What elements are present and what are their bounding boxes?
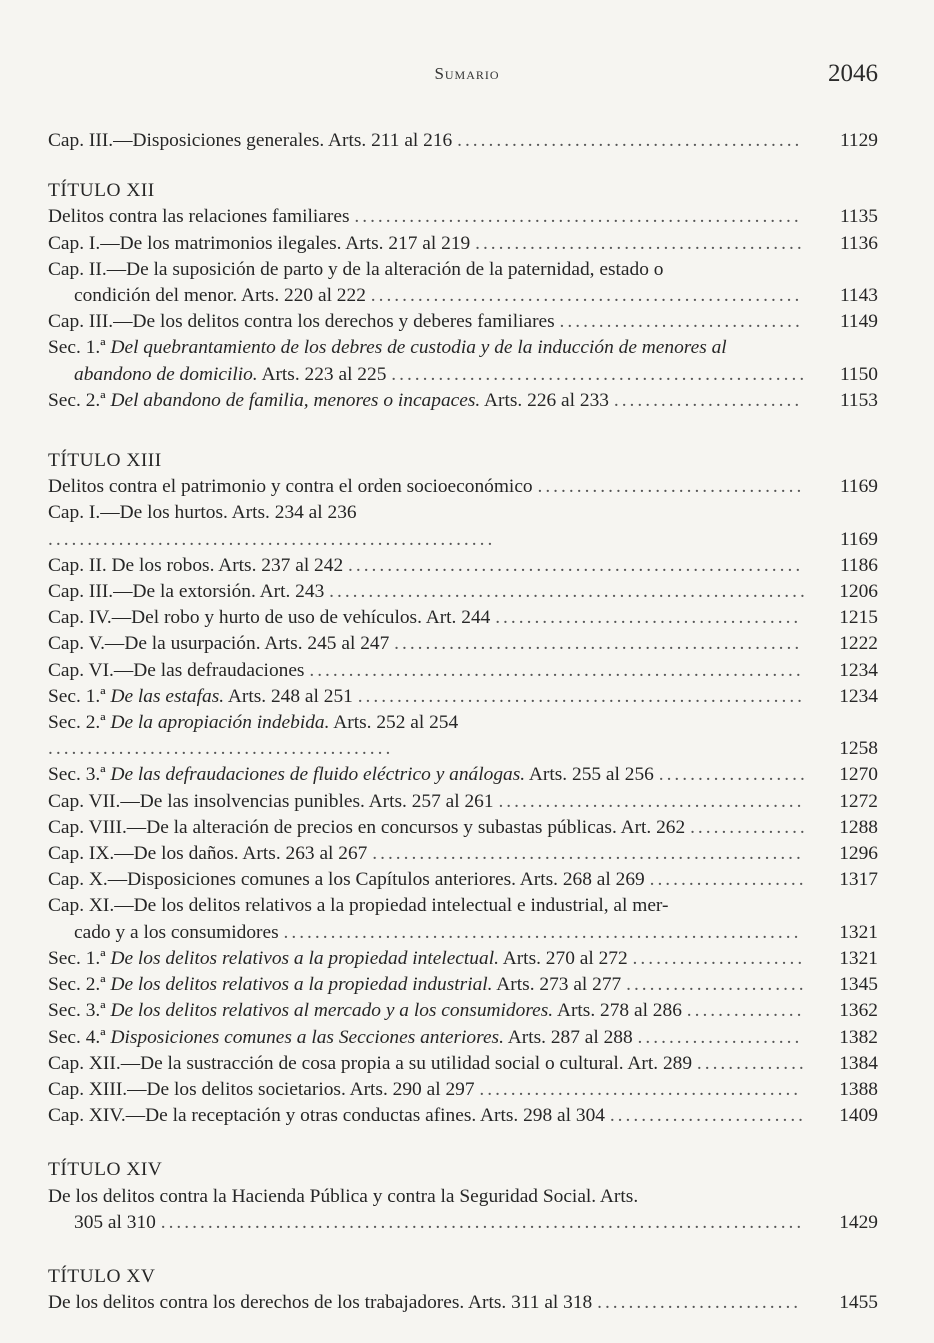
leader-dots: ............... xyxy=(690,816,808,838)
leader-dots: ......................... xyxy=(609,1105,807,1127)
entry-page: 1129 xyxy=(839,130,878,151)
entry-page: 1296 xyxy=(839,843,878,865)
entry-text: Cap. III.—Disposiciones generales. Arts. 211 al 216 xyxy=(48,130,453,151)
section-title: TÍTULO XII xyxy=(48,180,155,202)
leader-dots: ........................ xyxy=(613,389,803,411)
entry-page: 1136 xyxy=(839,232,878,254)
entry-text: Delitos contra las relaciones familiares xyxy=(48,206,350,228)
entry-page: 1321 xyxy=(839,947,878,969)
entry-text: Cap. VIII.—De la alteración de precios en concursos y subastas públicas. Art. 262 xyxy=(48,816,686,838)
toc-entry xyxy=(48,893,878,945)
toc-entry xyxy=(48,841,878,867)
entry-text: Cap. XIV.—De la receptación y otras conductas afines. Arts. 298 al 304 xyxy=(48,1105,605,1127)
section-title-italic: De los delitos relativos a la propiedad industrial. xyxy=(110,974,493,996)
entry-text: De los delitos contra los derechos de los trabajadores. Arts. 311 al 318 xyxy=(48,1292,593,1314)
leader-dots: .................... xyxy=(649,869,807,891)
entry-page: 1362 xyxy=(839,1000,878,1022)
toc-entry xyxy=(48,257,878,309)
section-prefix: Sec. 1.ª xyxy=(48,337,106,359)
toc-entry xyxy=(48,204,878,230)
entry-page: 1135 xyxy=(839,206,878,228)
section-title-italic: De los delitos relativos a la propiedad intelectual. xyxy=(110,947,499,969)
leader-dots: ......................................................... xyxy=(48,528,496,550)
leader-dots: ............... xyxy=(686,1000,805,1022)
leader-dots: .................................................................. xyxy=(283,921,802,943)
toc-entry xyxy=(48,762,878,788)
entry-page: 1258 xyxy=(839,738,878,760)
toc-entry xyxy=(48,1184,878,1236)
section-title: TÍTULO XIV xyxy=(48,1159,163,1181)
section-title-italic-line2: abandono de domicilio. xyxy=(74,363,258,385)
toc-entry xyxy=(48,631,878,657)
section-prefix: Sec. 3.ª xyxy=(48,1000,106,1022)
entry-text: Cap. X.—Disposiciones comunes a los Capítulos anteriores. Arts. 268 al 269 xyxy=(48,869,645,891)
section-prefix: Sec. 2.ª xyxy=(48,389,106,411)
toc-entry xyxy=(48,553,878,579)
leader-dots: ..................................................... xyxy=(391,363,808,385)
entry-page: 1234 xyxy=(839,659,878,681)
entry-page: 1222 xyxy=(839,633,878,655)
section-prefix: Sec. 3.ª xyxy=(48,764,106,786)
leader-dots: ......................................................... xyxy=(354,206,802,228)
toc-entry xyxy=(48,1077,878,1103)
section-title-italic-line1: Del quebrantamiento de los debres de custodia y de la inducción de menores al xyxy=(110,337,727,359)
leader-dots: .......................................... xyxy=(475,232,805,254)
leader-dots: ............................................ xyxy=(48,738,394,760)
section-articles: Arts. 278 al 286 xyxy=(556,1000,682,1022)
entry-page: 1384 xyxy=(839,1052,878,1074)
section-title-italic: De las estafas. xyxy=(110,685,225,707)
toc-entry xyxy=(48,500,878,552)
toc-entry xyxy=(48,1051,878,1077)
section-articles: Arts. 270 al 272 xyxy=(502,947,628,969)
toc-entry xyxy=(48,946,878,972)
entry-page: 1345 xyxy=(839,974,878,996)
entry-text: Cap. VII.—De las insolvencias punibles. Arts. 257 al 261 xyxy=(48,790,494,812)
running-header-page-number: 2046 xyxy=(828,60,878,87)
entry-page: 1382 xyxy=(839,1026,878,1048)
running-header-title: Sumario xyxy=(434,64,500,83)
leader-dots: ....................................... xyxy=(498,790,805,812)
entry-text: Cap. III.—De la extorsión. Art. 243 xyxy=(48,581,325,603)
entry-page: 1272 xyxy=(839,790,878,812)
entry-text-line1: De los delitos contra la Hacienda Pública y contra la Seguridad Social. Arts. xyxy=(48,1185,639,1207)
entry-text: Cap. V.—De la usurpación. Arts. 245 al 247 xyxy=(48,633,390,655)
toc-entry xyxy=(48,710,878,762)
section-prefix: Sec. 1.ª xyxy=(48,685,106,707)
entry-text-line2: cado y a los consumidores xyxy=(74,921,279,943)
leader-dots: .................................................... xyxy=(394,633,803,655)
entry-text: Cap. II. De los robos. Arts. 237 al 242 xyxy=(48,554,344,576)
section-prefix: Sec. 4.ª xyxy=(48,1026,106,1048)
toc-entry xyxy=(48,789,878,815)
leader-dots: .............. xyxy=(696,1052,807,1074)
toc-entry xyxy=(48,335,878,387)
leader-dots: ............................................................... xyxy=(309,659,804,681)
section-articles: Arts. 255 al 256 xyxy=(528,764,654,786)
entry-text: Cap. VI.—De las defraudaciones xyxy=(48,659,305,681)
entry-text-line1: Cap. II.—De la suposición de parto y de la alteración de la paternidad, estado o xyxy=(48,258,664,280)
section-title-italic: Disposiciones comunes a las Secciones anteriores. xyxy=(110,1026,504,1048)
section-prefix: Sec. 1.ª xyxy=(48,947,106,969)
entry-text: Cap. XIII.—De los delitos societarios. Arts. 290 al 297 xyxy=(48,1078,475,1100)
section-prefix: Sec. 2.ª xyxy=(48,974,106,996)
entry-page: 1186 xyxy=(839,554,878,576)
section-articles: Arts. 223 al 225 xyxy=(261,363,387,385)
toc-entry xyxy=(48,579,878,605)
section-title: TÍTULO XV xyxy=(48,1265,156,1287)
leader-dots: .......................................................... xyxy=(348,554,804,576)
entry-page: 1409 xyxy=(839,1105,878,1127)
leader-dots: ....................................................... xyxy=(372,843,804,865)
leader-dots: ................... xyxy=(658,764,808,786)
entry-page: 1234 xyxy=(839,685,878,707)
section-articles: Arts. 287 al 288 xyxy=(507,1026,633,1048)
entry-text: Cap. IX.—De los daños. Arts. 263 al 267 xyxy=(48,843,368,865)
entry-text-line2: 305 al 310 xyxy=(74,1211,156,1233)
toc-entry xyxy=(48,1103,878,1129)
toc-entry xyxy=(48,815,878,841)
entry-page: 1215 xyxy=(839,607,878,629)
entry-text-line1: Cap. XI.—De los delitos relativos a la propiedad intelectual e industrial, al mer- xyxy=(48,895,669,917)
toc-entry xyxy=(48,1025,878,1051)
entry-page: 1317 xyxy=(839,869,878,891)
leader-dots: ............................................ xyxy=(457,130,803,151)
leader-dots: ......................................... xyxy=(479,1078,802,1100)
entry-page: 1150 xyxy=(839,363,878,385)
entry-text: Cap. I.—De los hurtos. Arts. 234 al 236 xyxy=(48,502,357,524)
toc-entry xyxy=(48,998,878,1024)
toc-entry xyxy=(48,1290,878,1316)
section-articles: Arts. 273 al 277 xyxy=(496,974,622,996)
leader-dots: .................................................................................. xyxy=(160,1211,805,1233)
entry-page: 1288 xyxy=(839,816,878,838)
leader-dots: ....................................... xyxy=(495,607,802,629)
entry-page: 1270 xyxy=(839,764,878,786)
entry-page: 1429 xyxy=(839,1211,878,1233)
section-title-italic: De las defraudaciones de fluido eléctrico y análogas. xyxy=(110,764,526,786)
section-articles: Arts. 248 al 251 xyxy=(227,685,353,707)
leader-dots: ....................................................... xyxy=(370,285,803,307)
entry-page: 1169 xyxy=(839,528,878,550)
entry-page: 1149 xyxy=(839,311,878,333)
entry-text: Delitos contra el patrimonio y contra el orden socioeconómico xyxy=(48,476,533,498)
section-title: TÍTULO XIII xyxy=(48,450,162,472)
leader-dots: ......................................................... xyxy=(357,685,806,707)
entry-page: 1455 xyxy=(839,1292,878,1314)
toc-entry xyxy=(48,388,878,414)
toc-entry xyxy=(48,972,878,998)
section-articles: Arts. 226 al 233 xyxy=(484,389,609,411)
section-title-italic: De los delitos relativos al mercado y a los consumidores. xyxy=(110,1000,554,1022)
entry-page: 1206 xyxy=(839,581,878,603)
toc-entry xyxy=(48,128,878,154)
toc-entry xyxy=(48,867,878,893)
entry-text: Cap. XII.—De la sustracción de cosa propia a su utilidad social o cultural. Art. 289 xyxy=(48,1052,693,1074)
entry-text: Cap. IV.—Del robo y hurto de uso de vehículos. Art. 244 xyxy=(48,607,491,629)
leader-dots: .................................. xyxy=(537,476,805,498)
leader-dots: ............................... xyxy=(559,311,803,333)
leader-dots: ...................... xyxy=(632,947,806,969)
leader-dots: .......................... xyxy=(597,1292,802,1314)
toc-entry xyxy=(48,605,878,631)
toc-entry xyxy=(48,658,878,684)
leader-dots: ..................... xyxy=(637,1026,803,1048)
toc-entry xyxy=(48,309,878,335)
entry-page: 1169 xyxy=(839,476,878,498)
entry-text: Cap. III.—De los delitos contra los derechos y deberes familiares xyxy=(48,311,555,333)
section-title-italic: Del abandono de familia, menores o incapaces. xyxy=(110,389,481,411)
toc-entry xyxy=(48,474,878,500)
entry-page: 1143 xyxy=(839,285,878,307)
entry-page: 1321 xyxy=(839,921,878,943)
entry-text-line2: condición del menor. Arts. 220 al 222 xyxy=(74,285,366,307)
entry-text: Cap. I.—De los matrimonios ilegales. Arts. 217 al 219 xyxy=(48,232,471,254)
entry-page: 1153 xyxy=(839,389,878,411)
section-prefix: Sec. 2.ª xyxy=(48,712,106,734)
toc-entry xyxy=(48,684,878,710)
leader-dots: ............................................................. xyxy=(329,581,808,603)
leader-dots: ....................... xyxy=(626,974,807,996)
entry-page: 1388 xyxy=(839,1078,878,1100)
table-of-contents xyxy=(48,128,878,1316)
section-articles: Arts. 252 al 254 xyxy=(333,712,459,734)
toc-entry xyxy=(48,231,878,257)
section-title-italic: De la apropiación indebida. xyxy=(110,712,330,734)
